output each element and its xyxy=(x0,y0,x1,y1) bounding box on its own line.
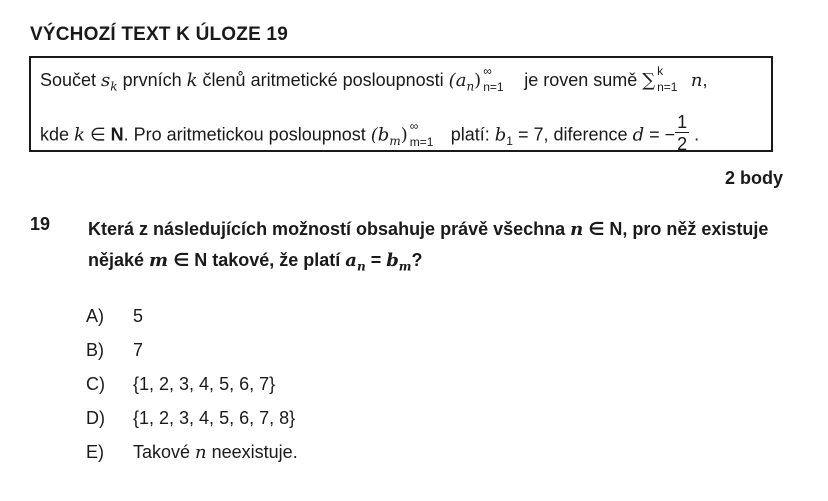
math-subscript-1: 1 xyxy=(506,133,513,148)
points-label: 2 body xyxy=(724,168,783,188)
text-fragment: , xyxy=(702,70,708,90)
option-label: A) xyxy=(86,306,104,326)
math-m: m xyxy=(149,250,169,271)
math-bm: b xyxy=(386,250,399,271)
option-value: 5 xyxy=(133,306,144,326)
sequence-limits xyxy=(408,118,446,149)
text-fragment: prvních xyxy=(117,70,187,90)
text-fragment: kde xyxy=(40,124,75,145)
math-subscript-m: m xyxy=(389,133,401,148)
math-an: a xyxy=(345,250,357,271)
source-text-line-1 xyxy=(40,64,708,95)
text-fragment: ∈ N takové, že platí xyxy=(168,250,346,270)
math-paren: ) xyxy=(400,124,408,146)
source-text-box xyxy=(29,56,773,152)
text-fragment: . Pro aritmetickou posloupnost xyxy=(123,124,371,145)
set-N: N xyxy=(110,124,124,145)
math-subscript-n: n xyxy=(466,79,475,94)
question-line-1 xyxy=(88,214,788,245)
text-fragment: členů aritmetické posloupnosti xyxy=(197,70,449,90)
text-fragment: = xyxy=(365,250,387,270)
option-label: C) xyxy=(86,374,105,394)
math-b1: b xyxy=(494,124,507,146)
sum-lower: n=1 xyxy=(657,80,678,95)
limit-start: m=1 xyxy=(409,134,434,149)
math-k: k xyxy=(186,70,198,91)
text-fragment: je roven sumě xyxy=(519,70,643,90)
math-d: d xyxy=(632,124,645,146)
math-k: k xyxy=(74,124,85,146)
math-s: s xyxy=(101,70,111,91)
fraction-denominator: 2 xyxy=(677,134,688,154)
section-heading: VÝCHOZÍ TEXT K ÚLOZE 19 xyxy=(30,24,288,45)
text-fragment: ∈ N, pro něž existuje xyxy=(583,219,769,239)
option-value xyxy=(133,442,298,463)
question-line-2 xyxy=(88,245,788,276)
text-fragment: neexistuje. xyxy=(206,442,298,462)
math-n: n xyxy=(195,442,207,463)
limit-infinity: ∞ xyxy=(409,118,419,133)
limit-infinity: ∞ xyxy=(483,64,492,79)
text-fragment: = 7 xyxy=(512,124,544,145)
option-value: {1, 2, 3, 4, 5, 6, 7} xyxy=(133,374,276,394)
fraction xyxy=(675,112,689,155)
option-value: 7 xyxy=(133,340,144,360)
math-subscript-n: n xyxy=(356,259,366,274)
math-paren: ) xyxy=(474,70,482,91)
question-number: 19 xyxy=(30,214,51,234)
text-fragment: ∈ xyxy=(84,124,111,145)
math-an: (a xyxy=(448,70,467,91)
text-fragment: nějaké xyxy=(88,250,150,270)
question-text xyxy=(88,214,788,276)
sum-symbol: ∑ xyxy=(642,70,656,91)
text-fragment: . xyxy=(689,124,700,145)
text-fragment: platí: xyxy=(445,124,495,145)
option-value: {1, 2, 3, 4, 5, 6, 7, 8} xyxy=(133,408,296,428)
text-fragment: = − xyxy=(644,124,676,145)
source-text-line-2 xyxy=(40,114,699,157)
sequence-limits xyxy=(481,64,519,95)
math-subscript-m: m xyxy=(398,259,412,274)
sum-upper: k xyxy=(657,64,664,79)
math-n: n xyxy=(570,219,584,240)
text-fragment: Součet xyxy=(40,70,102,90)
math-subscript-k: k xyxy=(110,79,118,94)
limit-start: n=1 xyxy=(483,80,504,95)
option-label: D) xyxy=(86,408,105,428)
math-bm: (b xyxy=(370,124,390,146)
text-fragment: Která z následujících možností obsahuje právě všechna xyxy=(88,219,571,239)
option-label: B) xyxy=(86,340,104,360)
text-fragment: , diference xyxy=(543,124,633,145)
sum-limits xyxy=(655,64,685,95)
option-label: E) xyxy=(86,442,104,462)
fraction-numerator: 1 xyxy=(677,112,688,132)
text-fragment: Takové xyxy=(133,442,196,462)
text-fragment: ? xyxy=(411,250,423,270)
math-n: n xyxy=(685,70,703,91)
